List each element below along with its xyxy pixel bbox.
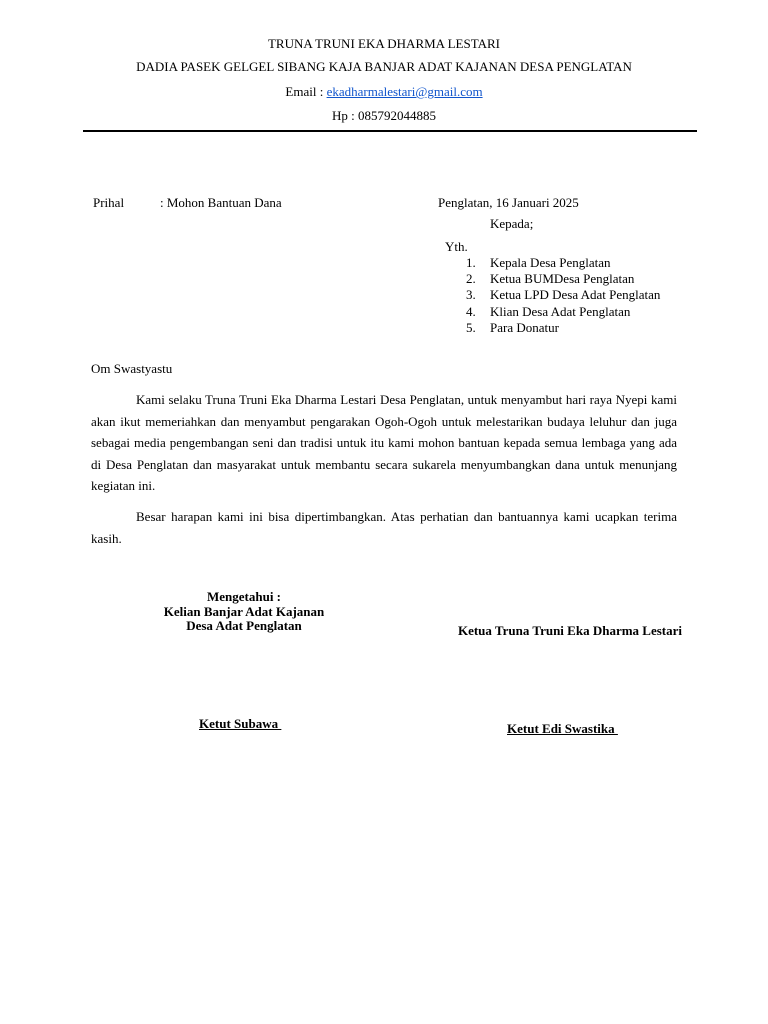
right-signatory-name: Ketut Edi Swastika	[507, 721, 618, 736]
left-signature-title	[140, 590, 348, 634]
list-item: 2. Ketua BUMDesa Penglatan	[466, 271, 635, 287]
yth-label: Yth.	[445, 239, 468, 254]
subject-label: Prihal	[93, 195, 125, 210]
letterhead-divider	[83, 130, 697, 132]
recipient-list	[466, 255, 660, 336]
body-paragraph-1: Kami selaku Truna Truni Eka Dharma Lestari Desa Penglatan, untuk menyambut hari raya Nyepi kami akan ikut memeriahkan dan menyambut pengarakan Ogoh-Ogoh untuk melestarikan budaya leluhur dan juga sebagai media pengembangan seni dan tradisi untuk itu kami mohon bantuan kepada semua lembaga yang ada di Desa Penglatan dan masyarakat untuk membantu secara sukarela menyumbangkan dana untuk menunjang kegiatan ini.	[91, 392, 677, 493]
phone-line: Hp : 085792044885	[332, 108, 436, 123]
acknowledge-label: Mengetahui :	[206, 589, 282, 604]
email-label: Email :	[285, 84, 327, 99]
subject-value: : Mohon Bantuan Dana	[160, 195, 282, 210]
list-item: 1. Kepala Desa Penglatan	[466, 255, 611, 270]
org-subtitle: DADIA PASEK GELGEL SIBANG KAJA BANJAR ADAT KAJANAN DESA PENGLATAN	[136, 59, 632, 74]
list-item: 5. Para Donatur	[466, 319, 559, 335]
greeting: Om Swastyastu	[91, 361, 173, 376]
left-signatory-name: Ketut Subawa	[199, 716, 282, 731]
place-date: Penglatan, 16 Januari 2025	[438, 195, 579, 210]
list-item: 4. Klian Desa Adat Penglatan	[466, 303, 631, 319]
org-name: TRUNA TRUNI EKA DHARMA LESTARI	[267, 36, 500, 51]
email-link[interactable]: ekadharmalestari@gmail.com	[326, 84, 483, 99]
body-paragraph-2: Besar harapan kami ini bisa dipertimbangkan. Atas perhatian dan bantuannya kami ucapkan terima kasih.	[91, 509, 677, 546]
right-signature-title: Ketua Truna Truni Eka Dharma Lestari	[457, 623, 683, 638]
email-line	[0, 84, 768, 100]
left-position-line1: Kelian Banjar Adat Kajanan	[163, 603, 325, 619]
list-item: 3. Ketua LPD Desa Adat Penglatan	[466, 287, 661, 303]
left-position-line2: Desa Adat Penglatan	[186, 618, 302, 633]
to-label: Kepada;	[490, 216, 534, 231]
